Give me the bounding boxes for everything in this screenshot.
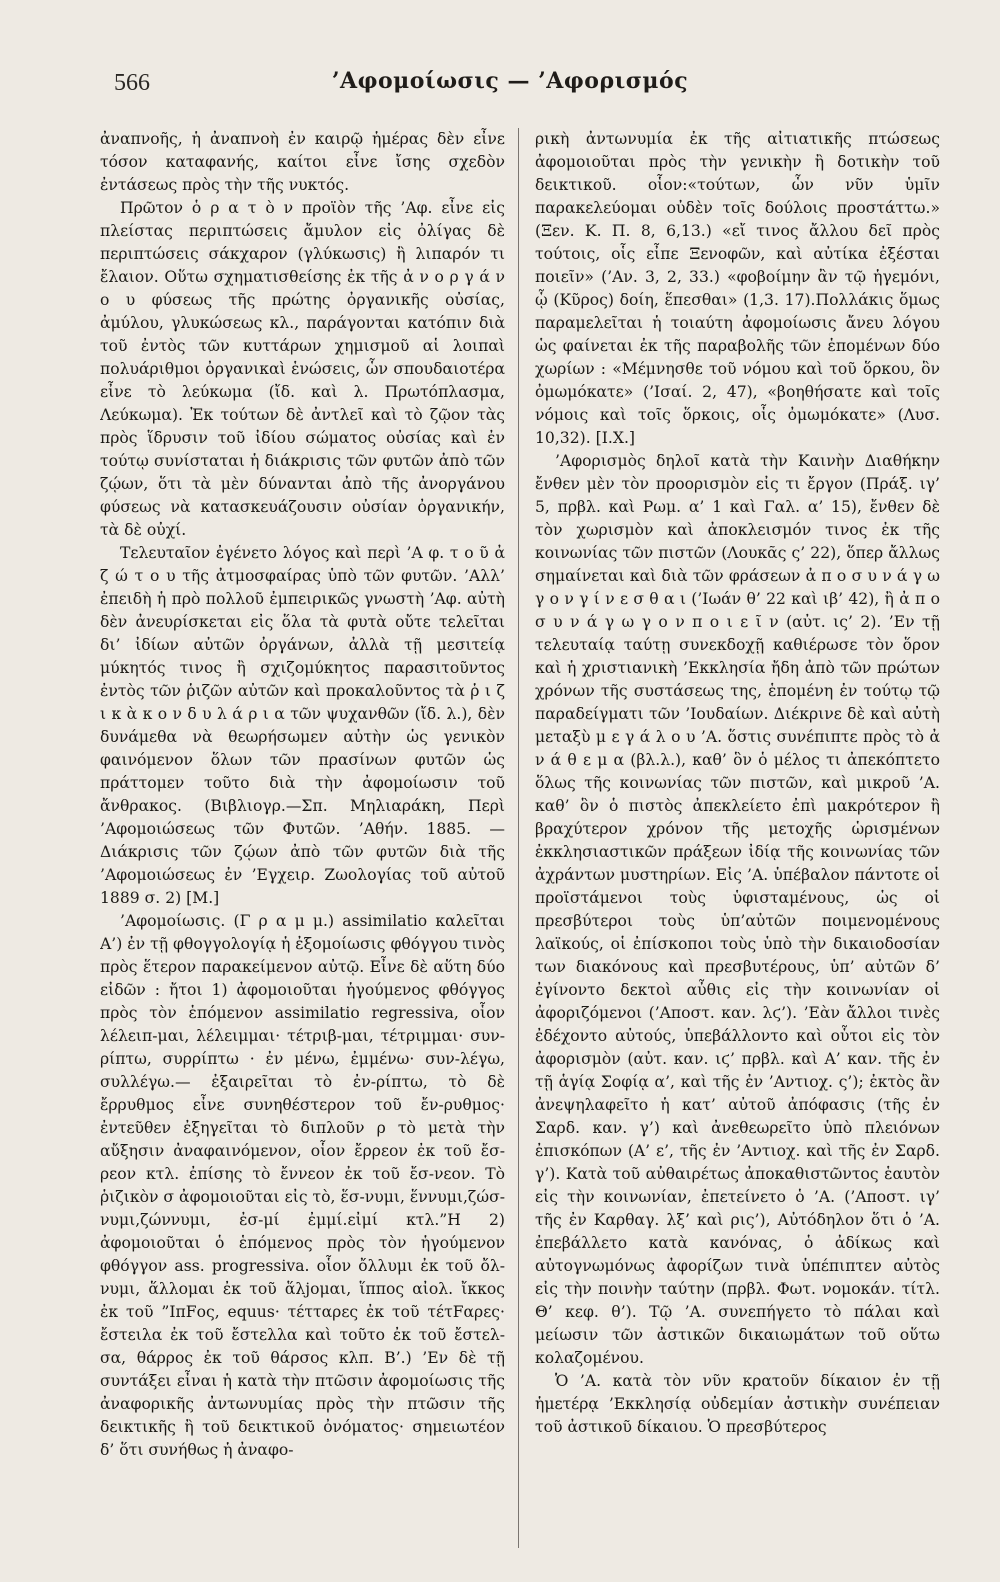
page-number: 566	[114, 70, 150, 96]
left-column	[100, 128, 505, 1568]
right-column	[535, 128, 940, 1568]
column-rule	[518, 128, 519, 1548]
entry-aphorismos: ’Αφορισμὸς δηλοῖ κατὰ τὴν Καινὴν Διαθήκην ἔνθεν μὲν τὸν προορισμὸν εἰς τι ἔργον (Πράξ. ιγ’ 5, πρβλ. καὶ Ρωμ. α’ 1 καὶ Γαλ. α’ 15), ἔνθεν δὲ τὸν χωρισμὸν καὶ ἀποκλεισμόν τινος ἐκ τῆς κοινωνίας τῶν πιστῶν (Λουκᾶς ς’ 22), ὅπερ ἄλλως σημαίνεται καὶ διὰ τῶν φράσεων ἀ π ο σ υ ν ά γ ω γ ο ν γ ί ν ε σ θ α ι (’Ιωάν θ’ 22 καὶ ιβ’ 42), ἢ ἀ π ο σ υ ν ά γ ω γ ο ν π ο ι ε ῖ ν (αὐτ. ις’ 2). ’Εν τῇ τελευταίᾳ ταύτῃ συνεκδοχῇ καθιέρωσε τὸν ὅρον καὶ ἡ χριστιανικὴ ’Εκκλησία ἤδη ἀπὸ τῶν πρώτων χρόνων τῆς συστάσεως της, ἑπομένη ἐν τούτῳ τῷ παραδείγματι τῶν ’Ιουδαίων. Διέκρινε δὲ καὶ αὐτὴ μεταξὺ μ ε γ ά λ ο υ ’Α. ὅστις συνέπιπτε πρὸς τὸ ἀ ν ά θ ε μ α (βλ.λ.), καθ’ ὃν ὁ μέλος τι ἀπεκόπτετο ὅλως τῆς κοινωνίας τῶν πιστῶν, καὶ μικροῦ ’Α. καθ’ ὃν ὁ πιστὸς ἀπεκλείετο ἐπὶ μακρότερον ἢ βραχύτερον χρόνον τῆς μετοχῆς ὡρισμένων ἐκκλησιαστικῶν πράξεων ἰδίᾳ τῆς κοινωνίας τῶν ἀχράντων μυστηρίων. Εἰς ’Α. ὑπέβαλον πάντοτε οἱ προϊστάμενοι τοὺς ὑφισταμένους, ὡς οἱ πρεσβύτεροι τοὺς ὑπ’αὐτῶν ποιμενομένους λαϊκούς, οἱ ἐπίσκοποι τοὺς ὑπὸ τὴν δικαιοδοσίαν των διακόνους καὶ πρεσβυτέρους, ὑπ’ αὐτῶν δ’ ἐγίνοντο δεκτοὶ αὖθις εἰς τὴν κοινωνίαν οἱ ἀφοριζόμενοι (’Αποστ. καν. λϛ’). ’Εὰν ἄλλοι τινὲς ἐδέχοντο αὐτούς, ὑπεβάλλοντο καὶ οὗτοι εἰς τὸν ἀφορισμὸν (αὐτ. καν. ιϛ’ πρβλ. καὶ Α’ καν. τῆς ἐν τῇ ἁγίᾳ Σοφίᾳ α’, καὶ τῆς ἐν ’Αντιοχ. ς’); ἐκτὸς ἂν ἀνεψηλαφεῖτο ἡ κατ’ αὐτοῦ ἀπόφασις (τῆς ἐν Σαρδ. καν. γ’) καὶ ἀνεθεωρεῖτο ὑπὸ πλειόνων ἐπισκόπων (Α’ ε’, τῆς ἐν ’Αντιοχ. καὶ τῆς ἐν Σαρδ. γ’). Κατὰ τοῦ αὐθαιρέτως ἀποκαθιστῶντος ἑαυτὸν εἰς τὴν κοινωνίαν, ἐπετείνετο ὁ ’Α. (’Αποστ. ιγ’ τῆς ἐν Καρθαγ. λξ’ καὶ ρις’), Αὐτόδηλον ὅτι ὁ ’Α. ἐπεβάλλετο κατὰ κανόνας, ὁ ἀδίκως καὶ αὐτογνωμόνως ἀφορίζων τινὰ ὑπέπιπτεν αὐτὸς εἰς τὴν ποινὴν ταύτην (πρβλ. Φωτ. νομοκάν. τίτλ. Θ’ κεφ. θ’). Τῷ ’Α. συνεπήγετο τὸ πάλαι καὶ μείωσιν τῶν ἀστικῶν δικαιωμάτων τοῦ οὕτω κολαζομένου.	[535, 452, 940, 1367]
paragraph: ρικὴ ἀντωνυμία ἐκ τῆς αἰτιατικῆς πτώσεως ἀφομοιοῦται πρὸς τὴν γενικὴν ἢ δοτικὴν τοῦ δεικτικοῦ. οἷον:«τούτων, ὧν νῦν ὑμῖν παρακελεύομαι οὐδὲν τοῖς δούλοις προστάττω.» (Ξεν. Κ. Π. 8, 6,13.) «εἴ τινος ἄλλου δεῖ πρὸς τούτοις, οἷς εἶπε Ξενοφῶν, καὶ αὐτίκα ἐξέσται ποιεῖν» (’Αν. 3, 2, 33.) «φοβοίμην ἂν τῷ ἡγεμόνι, ᾧ (Κῦρος) δοίη, ἕπεσθαι» (1,3. 17).Πολλάκις ὅμως παραμελεῖται ἡ τοιαύτη ἀφομοίωσις ἄνευ λόγου ὡς φαίνεται ἐκ τῆς παραβολῆς τῶν ἑπομένων δύο χωρίων : «Μέμνησθε τοῦ νόμου καὶ τοῦ ὅρκου, ὃν ὀμωμόκατε» (’Ισαί. 2, 47), «βοηθήσατε καὶ τοῖς νόμοις καὶ τοῖς ὅρκοις, οἷς ὀμωμόκατε» (Λυσ. 10,32). [Ι.Χ.]	[535, 130, 940, 447]
paragraph: Ὁ ’Α. κατὰ τὸν νῦν κρατοῦν δίκαιον ἐν τῇ ἡμετέρᾳ ’Εκκλησίᾳ οὐδεμίαν ἀστικὴν συνέπειαν τοῦ ἀστικοῦ δίκαιου. Ὁ πρεσβύτερος	[535, 1372, 940, 1436]
paragraph: Πρῶτον ὁ ρ α τ ὸ ν προϊὸν τῆς ’Αφ. εἶνε εἰς πλείστας περιπτώσεις ἄμυλον εἰς ὀλίγας δὲ περιπτώσεις σάκχαρον (γλύκωσις) ἢ λιπαρόν τι ἔλαιον. Οὕτω σχηματισθείσης ἐκ τῆς ἀ ν ο ρ γ ά ν ο υ φύσεως τῆς πρώτης ὀργανικῆς οὐσίας, ἀμύλου, γλυκώσεως κλ., παράγονται κατόπιν διὰ τοῦ ἐντὸς τῶν κυττάρων χημισμοῦ αἱ λοιπαὶ πολυάριθμοι ὀργανικαὶ ἑνώσεις, ὧν σπουδαιοτέρα εἶνε τὸ λεύκωμα (ἴδ. καὶ λ. Πρωτόπλασμα, Λεύκωμα). Ἐκ τούτων δὲ ἀντλεῖ καὶ τὸ ζῷον τὰς πρὸς ἵδρυσιν τοῦ ἰδίου σώματος οὐσίας καὶ ἐν τούτῳ συνίσταται ἡ διάκρισις τῶν φυτῶν ἀπὸ τῶν ζῴων, ὅτι τὰ μὲν δύνανται ἀπὸ τῆς ἀνοργάνου φύσεως νὰ κατασκευάζουσιν οὐσίαν ὀργανικήν, τὰ δὲ οὐχί.	[100, 199, 505, 539]
paragraph: Τελευταῖον ἐγένετο λόγος καὶ περὶ ’Α φ. τ ο ῦ ἀ ζ ώ τ ο υ τῆς ἀτμοσφαίρας ὑπὸ τῶν φυτῶν. ’Αλλ’ ἐπειδὴ ἡ πρὸ πολλοῦ ἐμπειρικῶς γνωστὴ ’Αφ. αὐτὴ δὲν ἀνευρίσκεται εἰς ὅλα τὰ φυτὰ οὔτε τελεῖται δι’ ἰδίων αὐτῶν ὀργάνων, ἀλλὰ τῇ μεσιτείᾳ μύκητός τινος ἢ σχιζομύκητος παρασιτοῦντος ἐντὸς τῶν ῥιζῶν αὐτῶν καὶ προκαλοῦντος τὰ ῥ ι ζ ι κ ὰ κ ο ν δ υ λ ά ρ ι α τῶν ψυχανθῶν (ἴδ. λ.), δὲν δυνάμεθα νὰ θεωρήσωμεν αὐτὴν ὡς γενικὸν φαινόμενον ὅλων τῶν πρασίνων φυτῶν ὡς πράττομεν τοῦτο διὰ τὴν ἀφομοίωσιν τοῦ ἄνθρακος. (Βιβλιογρ.—Σπ. Μηλιαράκη, Περὶ ’Αφομοιώσεως τῶν Φυτῶν. ’Αθήν. 1885. — Διάκρισις τῶν ζῴων ἀπὸ τῶν φυτῶν διὰ τῆς ’Αφομοιώσεως ἐν ’Εγχειρ. Ζωολογίας τοῦ αὐτοῦ 1889 σ. 2) [Μ.]	[100, 544, 505, 907]
text-columns	[100, 128, 940, 1568]
running-head: ’Αφομοίωσις — ’Αφορισμός	[331, 68, 689, 94]
entry-assimilation-grammar: ’Αφομοίωσις. (Γ ρ α μ μ.) assimilatio καλεῖται Α’) ἐν τῇ φθογγολογίᾳ ἡ ἐξομοίωσις φθόγγου τινὸς πρὸς ἕτερον παρακείμενον αὐτῷ. Εἶνε δὲ αὕτη δύο εἰδῶν : ἤτοι 1) ἀφομοιοῦται ἡγούμενος φθόγγος πρὸς τὸν ἑπόμενον assimilatio regressiva, οἷον λέλειπ-μαι, λέλειμμαι· τέτριβ-μαι, τέτριμμαι· συν-ρίπτω, συρρίπτω · ἐν μένω, ἐμμένω· συν-λέγω, συλλέγω.— ἐξαιρεῖται τὸ ἐν-ρίπτω, τὸ δὲ ἔρρυθμος εἶνε συνηθέστερον τοῦ ἔν-ρυθμος· ἐντεῦθεν ἐξηγεῖται τὸ διπλοῦν ρ τὸ μετὰ τὴν αὔξησιν ἀναφαινόμενον, οἷον ἔρρεον ἐκ τοῦ ἔσ-ρεον κτλ. ἐπίσης τὸ ἔννεον ἐκ τοῦ ἔσ-νεον. Τὸ ῥιζικὸν σ ἀφομοιοῦται εἰς τὸ, ἕσ-νυμι, ἕννυμι,ζώσ-νυμι,ζώννυμι, ἐσ-μί ἐμμί.εἰμί κτλ.”Η 2) ἀφομοιοῦται ὁ ἑπόμενος πρὸς τὸν ἡγούμενον φθόγγον ass. progressiva. οἷον ὄλλυμι ἐκ τοῦ ὄλ-νυμι, ἅλλομαι ἐκ τοῦ ἅλjομαι, ἵππος αἰολ. ἴκκος ἐκ τοῦ ”ΙπFος, equus· τέτταρες ἐκ τοῦ τέτFαρες· ἔστειλα ἐκ τοῦ ἔστελλα καὶ τοῦτο ἐκ τοῦ ἔστελ-σα, θάρρος ἐκ τοῦ θάρσος κλπ. Β’.) ’Εν δὲ τῇ συντάξει εἶναι ἡ κατὰ τὴν πτῶσιν ἀφομοίωσις τῆς ἀναφορικῆς ἀντωνυμίας πρὸς τὴν πτῶσιν τῆς δεικτικῆς ἢ τοῦ δεικτικοῦ ὀνόματος· σημειωτέον δ’ ὅτι συνήθως ἡ ἀναφο-	[100, 912, 505, 1459]
paragraph: ἀναπνοῆς, ἡ ἀναπνοὴ ἐν καιρῷ ἡμέρας δὲν εἶνε τόσον καταφανής, καίτοι εἶνε ἴσης σχεδὸν ἐντάσεως πρὸς τὴν τῆς νυκτός.	[100, 130, 505, 194]
page-header	[100, 66, 920, 106]
